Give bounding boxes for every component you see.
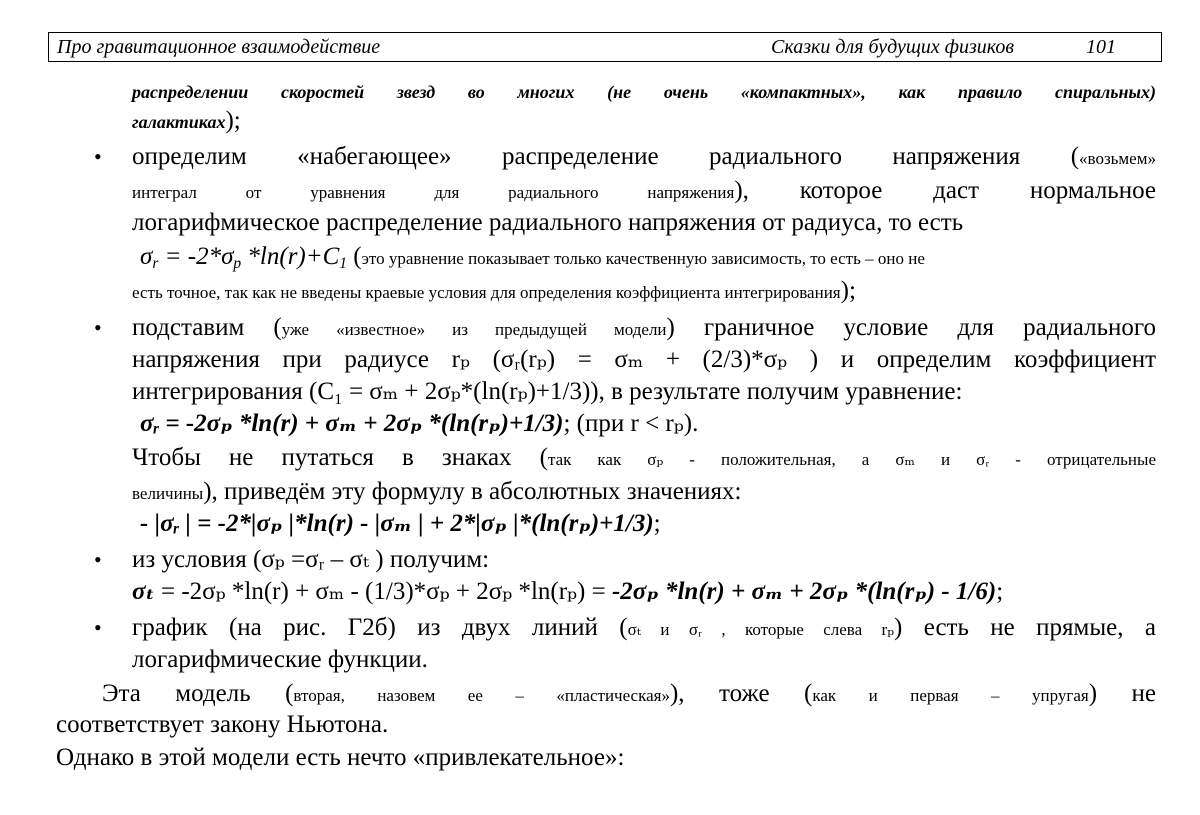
text-line: интеграл от уравнения для радиального напряжения), которое даст нормальное bbox=[132, 177, 1156, 204]
header-page-number: 101 bbox=[1086, 36, 1116, 58]
bullet-marker: • bbox=[94, 547, 102, 572]
text-line: распределении скоростей звезд во многих (не очень «компактных», как правило спиральных) bbox=[132, 82, 1156, 102]
text-line: величины), приведём эту формулу в абсолютных значениях: bbox=[132, 478, 742, 505]
formula-line: σₜ = -2σₚ *ln(r) + σₘ - (1/3)*σₚ + 2σₚ *ln(rₚ) = -2σₚ *ln(r) + σₘ + 2σₚ *(ln(rₚ) - 1/6); bbox=[132, 578, 1004, 605]
paragraph-line: Эта модель (вторая, назовем ее – «пластическая»), тоже (как и первая – упругая) не bbox=[102, 680, 1156, 707]
text-line: напряжения при радиусе rₚ (σᵣ(rₚ) = σₘ + (2/3)*σₚ ) и определим коэффициент bbox=[132, 346, 1156, 373]
text-line: логарифмические функции. bbox=[132, 646, 428, 673]
header-chapter-title: Про гравитационное взаимодействие bbox=[57, 36, 381, 58]
text-line: график (на рис. Г2б) из двух линий (σₜ и σᵣ , которые слева rₚ) есть не прямые, а bbox=[132, 614, 1156, 641]
text-line: галактиках); bbox=[132, 107, 241, 134]
text-line: подставим (уже «известное» из предыдущей модели) граничное условие для радиального bbox=[132, 314, 1156, 341]
formula-line: σᵣ = -2σₚ *ln(r) + σₘ + 2σₚ *(ln(rₚ)+1/3); (при r < rₚ). bbox=[140, 410, 699, 437]
text-line: определим «набегающее» распределение радиального напряжения («возьмем» bbox=[132, 143, 1156, 170]
header-book-title: Сказки для будущих физиков bbox=[771, 36, 1015, 58]
bullet-marker: • bbox=[94, 615, 102, 640]
page-header bbox=[48, 32, 1162, 62]
formula-line: $\sigma_r = -2*\sigma_p$ $*\ln(r)+C_1$ (это уравнение показывает только качественную зависимость, то есть – оно не bbox=[140, 243, 925, 272]
bullet-marker: • bbox=[94, 315, 102, 340]
text-line: Чтобы не путаться в знаках (так как σₚ - положительная, а σₘ и σᵣ - отрицательные bbox=[132, 444, 1156, 471]
text-line: из условия (σₚ =σᵣ – σₜ ) получим: bbox=[132, 546, 490, 573]
text-line: есть точное, так как не введены краевые условия для определения коэффициента интегрирования); bbox=[132, 277, 856, 304]
formula-line: - |σᵣ | = -2*|σₚ |*ln(r) - |σₘ | + 2*|σₚ |*(ln(rₚ)+1/3); bbox=[140, 510, 661, 537]
text-line: логарифмическое распределение радиального напряжения от радиуса, то есть bbox=[132, 209, 964, 236]
paragraph-line: соответствует закону Ньютона. bbox=[56, 711, 389, 738]
text-line: интегрирования (C₁ = σₘ + 2σₚ*(ln(rₚ)+1/3)), в результате получим уравнение: bbox=[132, 378, 963, 405]
bullet-marker: • bbox=[94, 144, 102, 169]
paragraph-line: Однако в этой модели есть нечто «привлекательное»: bbox=[56, 744, 625, 771]
